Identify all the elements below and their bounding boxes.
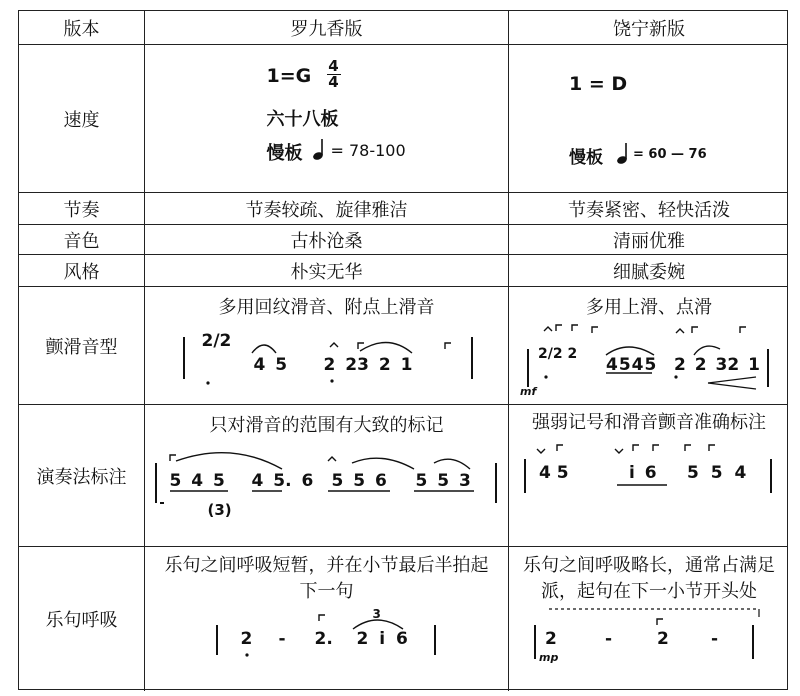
ornament-rao-dynamic: mf — [520, 385, 537, 398]
rhythm-rao: 节奏紧密、轻快活泼 — [568, 199, 730, 221]
phrase-rao-stack — [509, 547, 789, 691]
ornament-rao-note-2: 4545 — [606, 355, 658, 375]
phrase-luo-note-1: 2 — [240, 629, 253, 649]
luo-key: 1=G — [266, 64, 312, 87]
phrase-rao-dynamic: mp — [539, 651, 559, 664]
rhythm-label: 节奏 — [19, 193, 145, 224]
header-version: 版本 — [19, 11, 145, 44]
speed-rao — [509, 45, 789, 192]
phrase-rao-note-2: - — [605, 629, 613, 649]
notation-rao-score — [519, 437, 779, 503]
luo-tempo-label: 慢板 — [266, 142, 303, 164]
luo-time-den: 4 — [328, 72, 339, 91]
header-row — [19, 11, 787, 45]
notation-rao-note-1: 4 5 — [539, 463, 569, 483]
row-style — [19, 255, 787, 287]
ornament-rao-note-3: 2 2 32 1 — [674, 355, 760, 375]
phrase-luo-note-3: 2. — [314, 629, 333, 649]
timbre-luo: 古朴沧桑 — [145, 225, 509, 254]
notation-rao-note-3: 5 5 4 — [687, 463, 747, 483]
style-label: 风格 — [19, 255, 145, 286]
ornament-rao — [509, 287, 789, 404]
phrase-rao-note-3: 2 — [657, 629, 669, 649]
phrase-luo-note-2: - — [278, 629, 286, 649]
ornament-luo-text: 多用回纹滑音、附点上滑音 — [218, 297, 435, 318]
row-timbre — [19, 225, 787, 255]
notation-luo-score — [152, 441, 502, 531]
ornament-rao-text: 多用上滑、点滑 — [586, 297, 712, 318]
ornament-luo-note-1: 2/2 — [201, 331, 232, 351]
rhythm-luo: 节奏较疏、旋律雅洁 — [145, 193, 509, 224]
speed-label: 速度 — [19, 45, 145, 192]
phrase-rao-note-1: 2 — [545, 629, 557, 649]
phrase-luo-note-4: 2 i 6 — [356, 629, 408, 649]
phrase-rao — [509, 547, 789, 691]
phrase-luo-text: 乐句之间呼吸短暂，并在小节最后半拍起下一句 — [164, 555, 489, 602]
luo-banshi: 六十八板 — [266, 108, 339, 130]
notation-luo-note-4: 5 5 3 — [415, 471, 471, 491]
speed-rao-block — [549, 59, 749, 179]
notation-luo-fingering: (3) — [207, 501, 232, 519]
phrase-luo-triplet: 3 — [372, 607, 381, 621]
comparison-table — [18, 10, 788, 690]
notation-rao-stack — [509, 405, 789, 546]
row-ornament — [19, 287, 787, 405]
style-rao: 细腻委婉 — [613, 261, 685, 283]
ornament-rao-note-1: 2/2 2 — [538, 346, 578, 362]
phrase-rao-score — [529, 605, 769, 665]
phrase-rao-score-svg — [529, 605, 769, 665]
timbre-rao: 清丽优雅 — [613, 230, 685, 252]
notation-label: 演奏法标注 — [19, 405, 145, 546]
notation-luo-note-3: 5 5 6 — [331, 471, 387, 491]
quarter-note-icon — [311, 137, 325, 161]
luo-tempo-eq: = 78-100 — [330, 140, 406, 160]
notation-rao — [509, 405, 789, 546]
notation-rao-text: 强弱记号和滑音颤音准确标注 — [532, 412, 766, 433]
notation-rao-note-2: i 6 — [629, 463, 657, 483]
notation-luo-stack — [145, 405, 508, 546]
style-luo: 朴实无华 — [145, 255, 509, 286]
row-rhythm — [19, 193, 787, 225]
rao-tempo-label: 慢板 — [569, 147, 603, 168]
row-notation — [19, 405, 787, 547]
quarter-note-icon — [615, 141, 629, 165]
row-speed — [19, 45, 787, 193]
speed-luo — [145, 45, 509, 192]
luo-time-signature — [327, 56, 341, 91]
notation-luo — [145, 405, 509, 546]
phrase-rao-note-4: - — [711, 629, 719, 649]
notation-luo-note-1: 5 4 5 — [169, 471, 225, 491]
rao-key: 1 = D — [569, 72, 628, 95]
phrase-luo — [145, 547, 509, 691]
ornament-rao-stack — [509, 287, 789, 404]
ornament-luo-note-3: 2 23 2 1 — [323, 355, 413, 375]
phrase-label: 乐句呼吸 — [19, 547, 145, 691]
ornament-label: 颤滑音型 — [19, 287, 145, 404]
timbre-label: 音色 — [19, 225, 145, 254]
luo-time-num: 4 — [328, 56, 339, 75]
phrase-rao-text: 乐句之间呼吸略长，通常占满足派，起句在下一小节开头处 — [523, 555, 775, 602]
ornament-rao-score — [516, 319, 782, 399]
header-rao: 饶宁新版 — [613, 18, 685, 40]
ornament-luo-stack — [145, 287, 508, 404]
header-luo: 罗九香版 — [145, 11, 509, 44]
notation-luo-text: 只对滑音的范围有大致的标记 — [209, 415, 444, 436]
speed-luo-block — [227, 56, 427, 179]
ornament-luo-note-2: 4 5 — [253, 355, 288, 375]
ornament-luo — [145, 287, 509, 404]
notation-luo-note-2: 4 5. 6 — [251, 471, 314, 491]
ornament-luo-score — [162, 323, 492, 389]
row-phrase — [19, 547, 787, 691]
phrase-luo-stack — [145, 547, 508, 691]
rao-tempo-eq: = 60 — 76 — [633, 146, 707, 162]
phrase-luo-score — [207, 607, 447, 663]
